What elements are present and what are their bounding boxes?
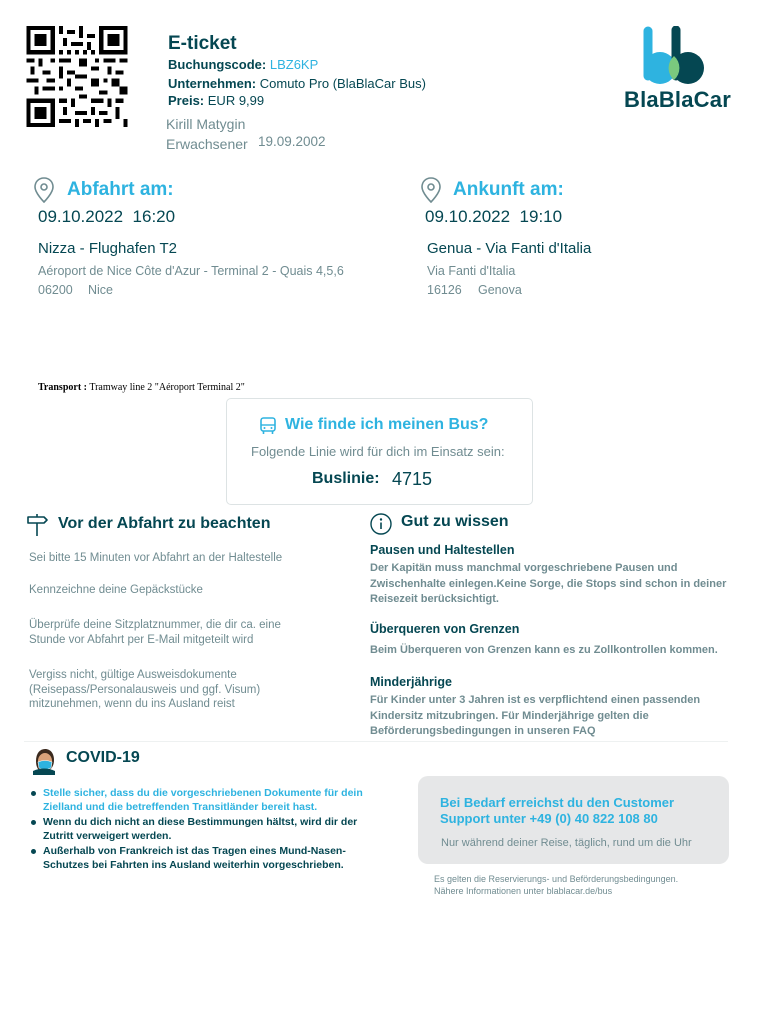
departure-address: Aéroport de Nice Côte d'Azur - Terminal 2 - Quais 4,5,6 bbox=[38, 264, 344, 278]
before-departure-title: Vor der Abfahrt zu beachten bbox=[58, 515, 271, 532]
transport-info bbox=[38, 382, 245, 393]
fine-print-line: Nähere Informationen unter blablacar.de/bus bbox=[434, 886, 613, 896]
passenger-dob: 19.09.2002 bbox=[258, 134, 326, 149]
location-pin-icon bbox=[33, 177, 55, 203]
transport-value: Tramway line 2 "Aéroport Terminal 2" bbox=[89, 382, 245, 393]
passenger-type: Erwachsener bbox=[166, 136, 248, 152]
arrival-address: Via Fanti d'Italia bbox=[427, 264, 516, 278]
company-label: Unternehmen: bbox=[168, 76, 257, 91]
bus-icon bbox=[258, 416, 278, 436]
departure-stop: Nizza - Flughafen T2 bbox=[38, 240, 177, 257]
arrival-postcode: 16126 bbox=[427, 283, 462, 297]
divider bbox=[24, 741, 728, 742]
support-hours: Nur während deiner Reise, täglich, rund um die Uhr bbox=[441, 837, 692, 849]
transport-label: Transport : bbox=[38, 382, 87, 393]
booking-code-label: Buchungscode: bbox=[168, 57, 267, 72]
booking-code-row bbox=[168, 57, 318, 72]
good-to-know-heading: Pausen und Haltestellen bbox=[370, 543, 515, 557]
before-departure-item: Sei bitte 15 Minuten vor Abfahrt an der Haltestelle bbox=[29, 552, 283, 564]
company-row bbox=[168, 76, 426, 91]
arrival-stop: Genua - Via Fanti d'Italia bbox=[427, 240, 592, 257]
fine-print bbox=[434, 873, 678, 897]
covid-item: Wenn du dich nicht an diese Bestimmungen hältst, wird dir der Zutritt verweigert werden. bbox=[30, 815, 390, 843]
price-row bbox=[168, 93, 264, 108]
before-departure-item: Vergiss nicht, gültige Ausweisdokumente (Reisepass/Personalausweis und ggf. Visum) mitzunehmen, wenn du ins Ausland reist bbox=[29, 669, 261, 710]
before-departure-item: Überprüfe deine Sitzplatznummer, die dir ca. eine Stunde vor Abfahrt per E-Mail mitgeteilt wird bbox=[29, 619, 281, 646]
bus-info-subtitle: Folgende Linie wird für dich im Einsatz sein: bbox=[251, 444, 505, 459]
ticket-title: E-ticket bbox=[168, 33, 237, 54]
good-to-know-title: Gut zu wissen bbox=[401, 513, 509, 530]
passenger-name: Kirill Matygin bbox=[166, 116, 246, 132]
bus-line-label: Buslinie: bbox=[312, 470, 380, 487]
departure-city: Nice bbox=[88, 283, 114, 297]
covid-item: Außerhalb von Frankreich ist das Tragen eines Mund-Nasen-Schutzes bei Fahrten ins Ausland weiterhin vorgeschrieben. bbox=[30, 844, 390, 872]
mask-person-icon bbox=[30, 747, 58, 775]
good-to-know-heading: Überqueren von Grenzen bbox=[370, 622, 520, 636]
covid-title: COVID-19 bbox=[66, 749, 140, 766]
arrival-title: Ankunft am: bbox=[453, 179, 564, 200]
departure-title: Abfahrt am: bbox=[67, 179, 174, 200]
price-value: EUR 9,99 bbox=[207, 93, 265, 108]
before-departure-item: Kennzeichne deine Gepäckstücke bbox=[29, 584, 203, 596]
covid-list bbox=[30, 786, 390, 873]
booking-code-value: LBZ6KP bbox=[269, 57, 319, 72]
blablacar-logo-text: BlaBlaCar bbox=[624, 87, 731, 112]
bus-info-title: Wie finde ich meinen Bus? bbox=[285, 416, 489, 433]
departure-postcode: 06200 bbox=[38, 283, 73, 297]
arrival-datetime: 09.10.2022 19:10 bbox=[425, 207, 563, 226]
support-phone-text: Bei Bedarf erreichst du den Customer Support unter +49 (0) 40 822 108 80 bbox=[440, 795, 675, 826]
location-pin-icon bbox=[420, 177, 442, 203]
bus-line-value: 4715 bbox=[392, 469, 433, 489]
good-to-know-text: Für Kinder unter 3 Jahren ist es verpflichtend einen passenden Kindersitz mitzubringen. Für Minderjährige gelten die Beförderungsbedingungen in unseren FAQ bbox=[370, 694, 701, 737]
arrival-city: Genova bbox=[478, 283, 522, 297]
good-to-know-heading: Minderjährige bbox=[370, 675, 452, 689]
fine-print-line: Es gelten die Reservierungs- und Beförderungsbedingungen. bbox=[434, 874, 679, 884]
signpost-icon bbox=[25, 513, 49, 537]
departure-datetime: 09.10.2022 16:20 bbox=[38, 207, 176, 226]
covid-item: Stelle sicher, dass du die vorgeschriebenen Dokumente für dein Zielland und die betreffenden Transitländer bereit hast. bbox=[30, 786, 390, 814]
good-to-know-text: Beim Überqueren von Grenzen kann es zu Zollkontrollen kommen. bbox=[370, 644, 718, 656]
info-icon bbox=[370, 513, 392, 535]
price-label: Preis: bbox=[168, 93, 205, 108]
company-value: Comuto Pro (BlaBlaCar Bus) bbox=[259, 76, 426, 91]
qr-code bbox=[24, 26, 130, 127]
good-to-know-text: Der Kapitän muss manchmal vorgeschriebene Pausen und Zwischenhalte einlegen.Keine Sorge, die Stops sind schon in deiner Reisezeit berücksichtigt. bbox=[370, 562, 727, 605]
